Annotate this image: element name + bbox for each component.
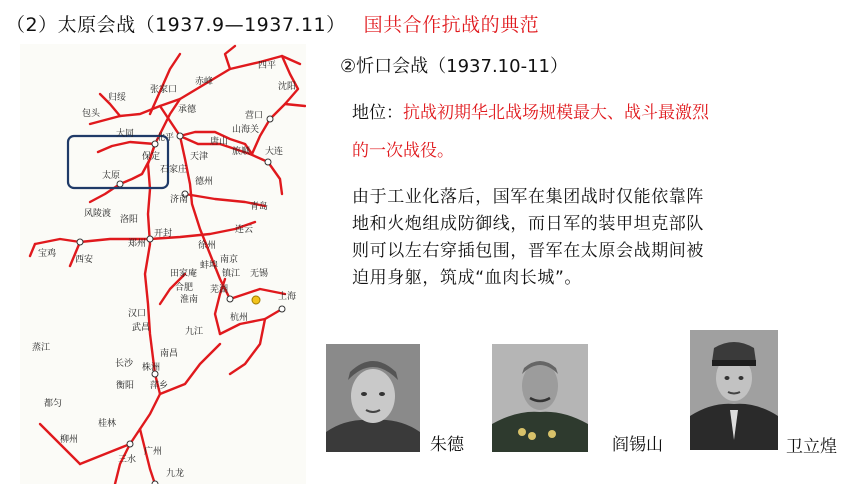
map-label-shanhaiguan: 山海关 <box>232 125 260 135</box>
map-label-taiyuan: 太原 <box>102 171 121 181</box>
map-label-nanjing: 南京 <box>220 255 239 265</box>
map-label-dezhou: 德州 <box>195 177 214 187</box>
map-label-tianjin: 天津 <box>190 152 209 162</box>
portrait-yan-xishan <box>492 344 588 452</box>
map-label-baoding: 保定 <box>142 152 161 162</box>
map-label-liuzhou: 柳州 <box>60 435 79 445</box>
status-line-1 <box>352 98 709 123</box>
map-label-guilin: 桂林 <box>98 419 117 429</box>
map-label-hefei: 合肥 <box>175 283 194 293</box>
railway-map <box>20 44 306 484</box>
map-label-luoyang: 洛阳 <box>120 215 139 225</box>
map-label-hengyang: 衡阳 <box>116 381 135 391</box>
map-label-siping: 四平 <box>258 61 277 71</box>
map-label-yingkou: 营口 <box>245 111 264 121</box>
map-label-chifeng: 赤峰 <box>195 77 214 87</box>
map-label-hankou: 汉口 <box>128 309 147 319</box>
paragraph-line: 由于工业化落后，国军在集团战时仅能依靠阵 <box>352 187 704 207</box>
map-label-bengbu: 蚌埠 <box>200 261 219 271</box>
map-label-qingdao: 青岛 <box>250 202 269 212</box>
paragraph-line: 迫用身躯，筑成“血肉长城”。 <box>352 268 583 288</box>
map-label-sanshui: 三水 <box>118 455 137 465</box>
map-label-zhuzhou: 株洲 <box>142 363 161 373</box>
slide-heading <box>6 10 539 38</box>
status-text-1: 抗战初期华北战场规模最大、战斗最激烈 <box>403 103 709 123</box>
map-label-zhenjiang: 镇江 <box>222 269 241 279</box>
map-label-kaifeng: 开封 <box>154 229 173 239</box>
map-label-datong: 大同 <box>116 129 135 139</box>
map-label-jinan: 济南 <box>170 195 189 205</box>
map-label-jiulong: 九龙 <box>166 469 185 479</box>
map-label-tangshan: 唐山 <box>210 137 229 147</box>
caption-zhu-de: 朱德 <box>430 435 464 455</box>
map-label-lushun: 旅顺 <box>232 147 251 157</box>
map-label-duyun: 都匀 <box>44 399 63 409</box>
map-label-tianjiaan: 田家庵 <box>170 269 198 279</box>
portrait-wei-lihuang <box>690 330 778 450</box>
map-label-wuxi: 无锡 <box>250 269 269 279</box>
battle-subtitle: ②忻口会战（1937.10-11） <box>340 56 568 77</box>
map-label-wuchang: 武昌 <box>132 323 151 333</box>
status-line-2 <box>352 136 454 161</box>
map-label-shanghai: 上海 <box>278 292 297 302</box>
map-label-baoji: 宝鸡 <box>38 249 57 259</box>
map-label-zhengjiang: 蒸江 <box>32 343 51 353</box>
map-label-beiping: 北平 <box>156 133 175 143</box>
map-label-baotou: 包头 <box>82 109 101 119</box>
map-label-chengde: 承德 <box>178 105 197 115</box>
heading-part: （2）太原会战（1937.9—1937.11） <box>6 14 346 36</box>
map-labels <box>32 60 296 479</box>
paragraph-line: 地和火炮组成防御线，而日军的装甲坦克部队 <box>352 214 704 234</box>
map-label-changsha: 长沙 <box>115 359 134 369</box>
map-label-fenglingdu: 风陵渡 <box>84 209 112 219</box>
paragraph-line: 则可以左右穿插包围，晋军在太原会战期间被 <box>352 241 704 261</box>
map-label-hangzhou: 杭州 <box>230 313 249 323</box>
nanjing-marker <box>252 296 260 304</box>
description-paragraph <box>352 184 822 292</box>
map-label-jiujiang: 九江 <box>185 327 204 337</box>
railway-lines <box>30 46 305 484</box>
status-label: 地位： <box>352 103 403 123</box>
map-label-zhangjiakou: 张家口 <box>150 85 178 95</box>
caption-wei-lihuang: 卫立煌 <box>786 437 837 457</box>
map-label-xian: 西安 <box>75 255 94 265</box>
map-label-nanchang: 南昌 <box>160 349 179 359</box>
railway-map-drawing <box>20 44 306 484</box>
map-label-guisui: 归绥 <box>108 93 127 103</box>
map-label-huainan: 淮南 <box>180 295 199 305</box>
map-label-pingxiang: 萍乡 <box>150 381 169 391</box>
caption-yan-xishan: 阎锡山 <box>612 435 663 455</box>
map-label-guangzhou: 广州 <box>144 447 163 457</box>
map-label-shijiazhuang: 石家庄 <box>160 165 188 175</box>
map-label-shenyang: 沈阳 <box>278 82 297 92</box>
map-label-zhengzhou: 郑州 <box>128 239 147 249</box>
map-label-wuhu: 芜湖 <box>210 285 229 295</box>
map-label-xuzhou: 徐州 <box>198 241 217 251</box>
map-label-dalian: 大连 <box>265 147 284 157</box>
map-label-lianyun: 连云 <box>235 225 254 235</box>
status-text-2: 的一次战役。 <box>352 141 454 161</box>
portrait-zhu-de <box>326 344 420 452</box>
heading-theme: 国共合作抗战的典范 <box>363 14 540 36</box>
